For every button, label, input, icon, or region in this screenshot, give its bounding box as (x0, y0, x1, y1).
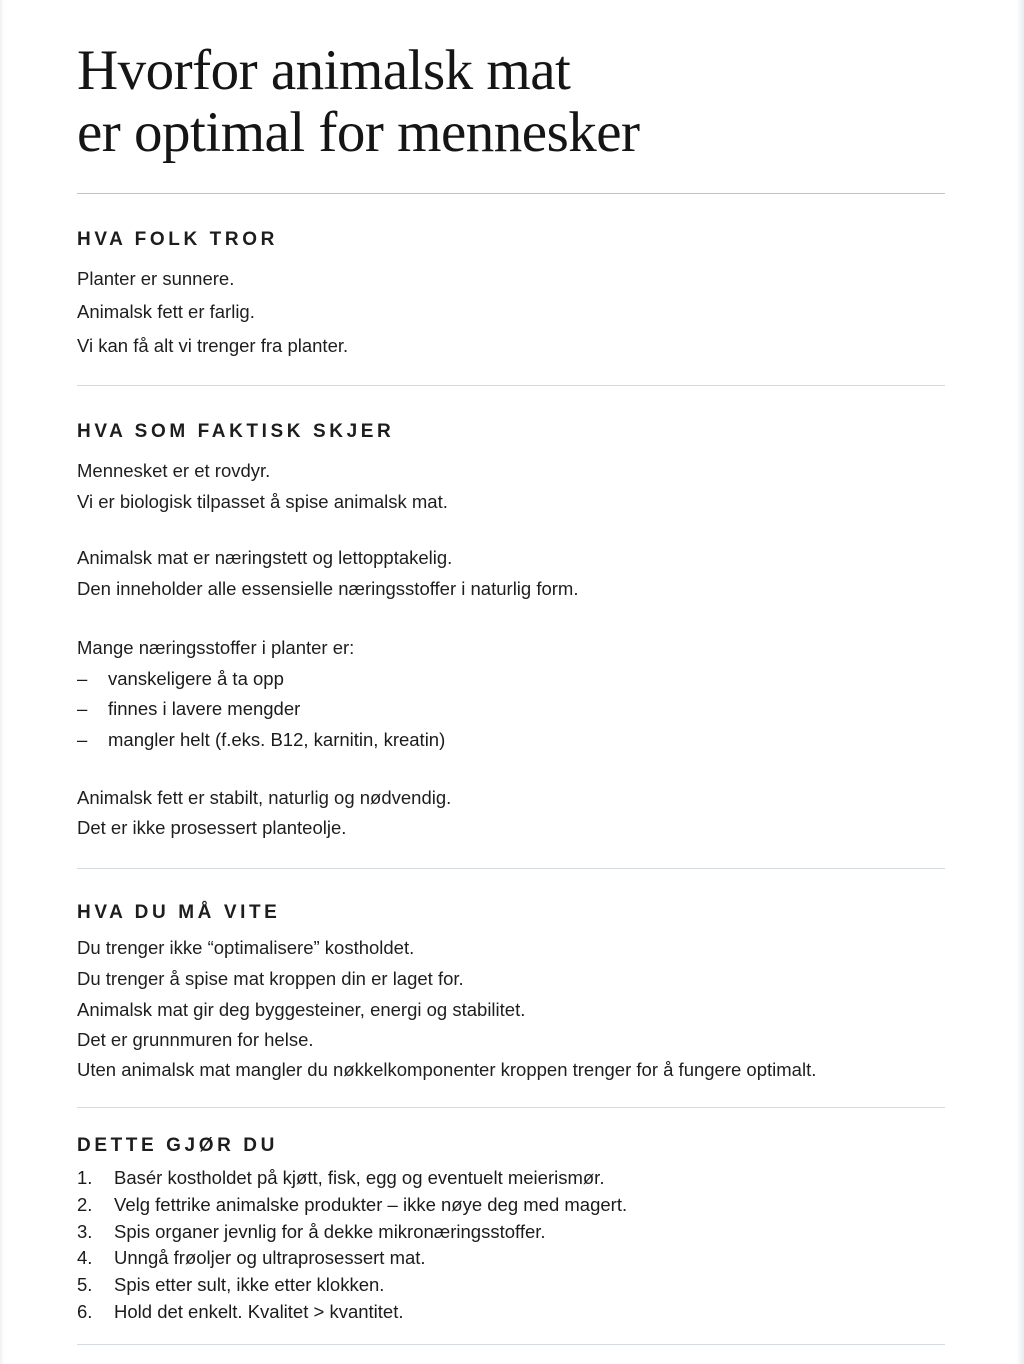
facts-line: Det er ikke prosessert planteolje. (77, 817, 347, 838)
page-edge-right (1016, 0, 1024, 1364)
facts-line: Mennesket er et rovdyr. (77, 460, 271, 481)
list-item: Spis etter sult, ikke etter klokken. (114, 1274, 385, 1295)
page-edge-left (0, 0, 4, 1364)
title-line-1: Hvorfor animalsk mat (77, 39, 571, 102)
bullet-item: finnes i lavere mengder (108, 698, 301, 719)
section-heading-actions: DETTE GJØR DU (77, 1135, 278, 1156)
list-item: Spis organer jevnlig for å dekke mikronæringsstoffer. (114, 1221, 546, 1242)
divider-know (77, 1107, 945, 1108)
facts-line: Vi er biologisk tilpasset å spise animalsk mat. (77, 491, 448, 512)
section-heading-beliefs: HVA FOLK TROR (77, 229, 278, 250)
bullet-item: vanskeligere å ta opp (108, 668, 284, 689)
list-number: 2. (77, 1194, 93, 1215)
bullet-dash: – (77, 668, 88, 689)
list-item: Hold det enkelt. Kvalitet > kvantitet. (114, 1301, 404, 1322)
section-heading-facts: HVA SOM FAKTISK SKJER (77, 421, 395, 442)
list-number: 3. (77, 1221, 93, 1242)
divider-beliefs (77, 385, 945, 386)
page-title (77, 40, 640, 164)
bullet-item: mangler helt (f.eks. B12, karnitin, kreatin) (108, 729, 446, 750)
list-item: Unngå frøoljer og ultraprosessert mat. (114, 1247, 426, 1268)
divider-actions (77, 1344, 945, 1345)
facts-line: Animalsk fett er stabilt, naturlig og nødvendig. (77, 787, 452, 808)
facts-line: Animalsk mat er næringstett og lettopptakelig. (77, 547, 453, 568)
section-heading-know: HVA DU MÅ VITE (77, 902, 281, 923)
divider-facts (77, 868, 945, 869)
know-line: Uten animalsk mat mangler du nøkkelkomponenter kroppen trenger for å fungere optimalt. (77, 1059, 817, 1080)
know-line: Animalsk mat gir deg byggesteiner, energi og stabilitet. (77, 999, 526, 1020)
divider-title (77, 193, 945, 194)
beliefs-line: Planter er sunnere. (77, 268, 235, 289)
bullet-dash: – (77, 729, 88, 750)
beliefs-line: Animalsk fett er farlig. (77, 301, 255, 322)
know-line: Du trenger å spise mat kroppen din er laget for. (77, 968, 464, 989)
list-item: Basér kostholdet på kjøtt, fisk, egg og eventuelt meierismør. (114, 1167, 605, 1188)
list-number: 4. (77, 1247, 93, 1268)
list-number: 5. (77, 1274, 93, 1295)
facts-list-intro: Mange næringsstoffer i planter er: (77, 637, 355, 658)
title-line-2: er optimal for mennesker (77, 101, 640, 164)
list-item: Velg fettrike animalske produkter – ikke nøye deg med magert. (114, 1194, 628, 1215)
list-number: 1. (77, 1167, 93, 1188)
facts-line: Den inneholder alle essensielle næringsstoffer i naturlig form. (77, 578, 579, 599)
list-number: 6. (77, 1301, 93, 1322)
beliefs-line: Vi kan få alt vi trenger fra planter. (77, 335, 349, 356)
know-line: Du trenger ikke “optimalisere” kostholdet. (77, 937, 415, 958)
know-line: Det er grunnmuren for helse. (77, 1029, 314, 1050)
bullet-dash: – (77, 698, 88, 719)
